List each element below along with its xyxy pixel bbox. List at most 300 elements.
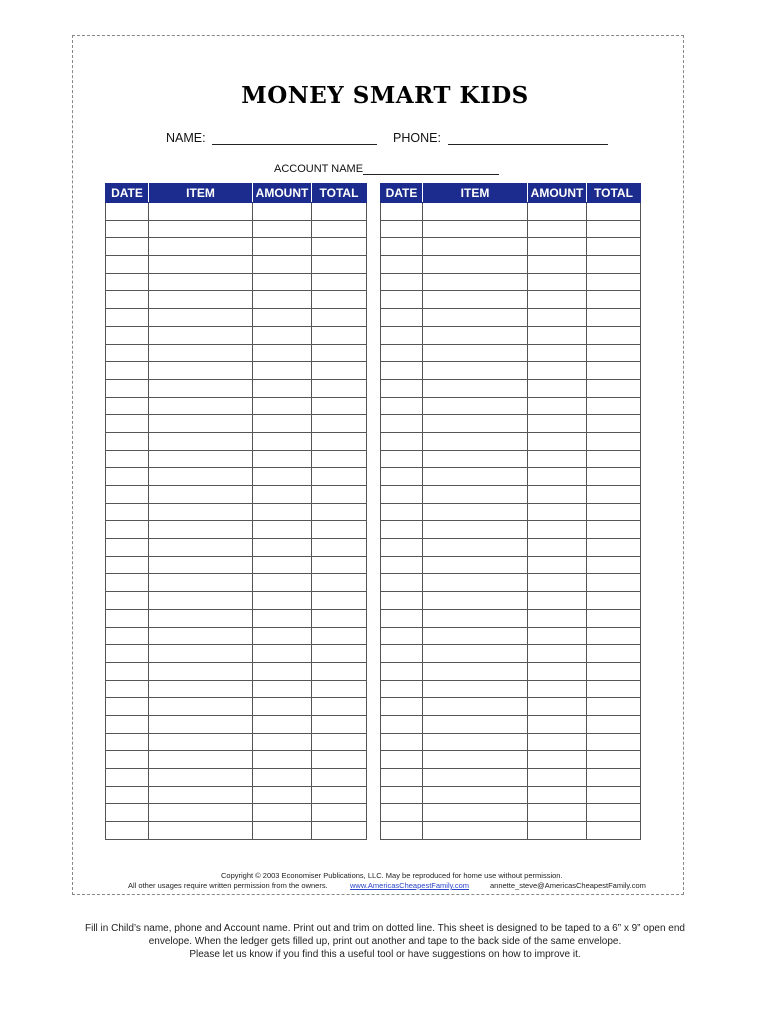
item-cell[interactable] (149, 450, 253, 468)
item-cell[interactable] (423, 698, 528, 716)
date-cell[interactable] (381, 592, 423, 610)
total-cell[interactable] (312, 769, 367, 787)
item-cell[interactable] (149, 680, 253, 698)
item-cell[interactable] (149, 521, 253, 539)
date-cell[interactable] (106, 397, 149, 415)
amount-cell[interactable] (528, 822, 587, 840)
amount-cell[interactable] (528, 344, 587, 362)
date-cell[interactable] (381, 309, 423, 327)
total-cell[interactable] (312, 521, 367, 539)
total-cell[interactable] (312, 822, 367, 840)
amount-cell[interactable] (253, 220, 312, 238)
date-cell[interactable] (381, 344, 423, 362)
total-cell[interactable] (587, 556, 641, 574)
total-cell[interactable] (587, 291, 641, 309)
item-cell[interactable] (423, 592, 528, 610)
date-cell[interactable] (381, 627, 423, 645)
website-link[interactable] (350, 881, 469, 890)
amount-cell[interactable] (253, 592, 312, 610)
instructions-line: envelope. When the ledger gets filled up, print out another and tape to the back side of the same envelope. (148, 936, 622, 947)
total-cell[interactable] (312, 291, 367, 309)
date-cell[interactable] (106, 715, 149, 733)
date-cell[interactable] (106, 238, 149, 256)
total-cell[interactable] (312, 715, 367, 733)
total-cell[interactable] (312, 627, 367, 645)
amount-cell[interactable] (528, 627, 587, 645)
item-cell[interactable] (149, 203, 253, 221)
item-cell[interactable] (149, 592, 253, 610)
amount-cell[interactable] (528, 698, 587, 716)
date-cell[interactable] (381, 769, 423, 787)
item-cell[interactable] (423, 556, 528, 574)
date-cell[interactable] (106, 592, 149, 610)
date-cell[interactable] (381, 662, 423, 680)
date-cell[interactable] (381, 273, 423, 291)
amount-cell[interactable] (253, 256, 312, 274)
amount-cell[interactable] (253, 503, 312, 521)
amount-cell[interactable] (253, 609, 312, 627)
item-cell[interactable] (149, 698, 253, 716)
amount-cell[interactable] (528, 715, 587, 733)
date-cell[interactable] (106, 362, 149, 380)
item-cell[interactable] (423, 415, 528, 433)
total-cell[interactable] (587, 486, 641, 504)
date-cell[interactable] (381, 220, 423, 238)
item-cell[interactable] (423, 397, 528, 415)
amount-cell[interactable] (253, 556, 312, 574)
date-cell[interactable] (106, 539, 149, 557)
date-cell[interactable] (106, 432, 149, 450)
item-cell[interactable] (423, 273, 528, 291)
date-cell[interactable] (106, 645, 149, 663)
amount-cell[interactable] (528, 397, 587, 415)
total-cell[interactable] (312, 415, 367, 433)
amount-cell[interactable] (253, 415, 312, 433)
date-cell[interactable] (381, 256, 423, 274)
total-cell[interactable] (587, 627, 641, 645)
item-cell[interactable] (423, 238, 528, 256)
item-cell[interactable] (423, 203, 528, 221)
item-cell[interactable] (423, 751, 528, 769)
total-cell[interactable] (312, 751, 367, 769)
total-cell[interactable] (587, 733, 641, 751)
amount-cell[interactable] (253, 698, 312, 716)
item-cell[interactable] (149, 326, 253, 344)
item-cell[interactable] (423, 574, 528, 592)
date-cell[interactable] (106, 698, 149, 716)
amount-cell[interactable] (253, 769, 312, 787)
amount-cell[interactable] (253, 645, 312, 663)
amount-cell[interactable] (253, 715, 312, 733)
amount-cell[interactable] (253, 733, 312, 751)
date-cell[interactable] (381, 556, 423, 574)
date-cell[interactable] (106, 609, 149, 627)
date-cell[interactable] (106, 450, 149, 468)
total-cell[interactable] (312, 273, 367, 291)
item-cell[interactable] (423, 680, 528, 698)
total-cell[interactable] (587, 273, 641, 291)
amount-cell[interactable] (528, 362, 587, 380)
date-cell[interactable] (381, 238, 423, 256)
ledger-row (381, 715, 641, 733)
amount-cell[interactable] (528, 273, 587, 291)
website-link-text[interactable]: www.AmericasCheapestFamily.com (350, 881, 470, 890)
total-cell[interactable] (587, 432, 641, 450)
amount-cell[interactable] (253, 397, 312, 415)
item-cell[interactable] (149, 379, 253, 397)
date-cell[interactable] (106, 291, 149, 309)
date-cell[interactable] (381, 362, 423, 380)
amount-cell[interactable] (528, 662, 587, 680)
total-cell[interactable] (587, 539, 641, 557)
total-cell[interactable] (312, 379, 367, 397)
item-cell[interactable] (423, 662, 528, 680)
amount-cell[interactable] (528, 468, 587, 486)
total-cell[interactable] (587, 786, 641, 804)
total-cell[interactable] (312, 362, 367, 380)
date-cell[interactable] (381, 203, 423, 221)
amount-cell[interactable] (253, 486, 312, 504)
date-cell[interactable] (381, 574, 423, 592)
ledger-row (106, 291, 367, 309)
total-cell[interactable] (587, 344, 641, 362)
date-cell[interactable] (106, 220, 149, 238)
date-cell[interactable] (106, 256, 149, 274)
total-cell[interactable] (587, 521, 641, 539)
date-cell[interactable] (106, 486, 149, 504)
amount-cell[interactable] (253, 521, 312, 539)
total-cell[interactable] (312, 733, 367, 751)
amount-cell[interactable] (528, 539, 587, 557)
total-cell[interactable] (587, 503, 641, 521)
date-cell[interactable] (106, 468, 149, 486)
total-cell[interactable] (587, 450, 641, 468)
date-cell[interactable] (381, 822, 423, 840)
total-cell[interactable] (587, 309, 641, 327)
item-cell[interactable] (149, 309, 253, 327)
total-cell[interactable] (587, 609, 641, 627)
total-cell[interactable] (587, 751, 641, 769)
item-cell[interactable] (423, 432, 528, 450)
item-cell[interactable] (423, 256, 528, 274)
amount-cell[interactable] (253, 432, 312, 450)
item-cell[interactable] (149, 539, 253, 557)
date-cell[interactable] (381, 698, 423, 716)
total-cell[interactable] (587, 362, 641, 380)
amount-cell[interactable] (528, 521, 587, 539)
total-cell[interactable] (587, 645, 641, 663)
date-cell[interactable] (381, 786, 423, 804)
item-cell[interactable] (149, 769, 253, 787)
total-cell[interactable] (312, 256, 367, 274)
total-cell[interactable] (312, 574, 367, 592)
amount-cell[interactable] (528, 769, 587, 787)
amount-cell[interactable] (253, 291, 312, 309)
date-cell[interactable] (106, 574, 149, 592)
amount-cell[interactable] (528, 592, 587, 610)
date-cell[interactable] (106, 556, 149, 574)
item-cell[interactable] (149, 273, 253, 291)
total-cell[interactable] (312, 804, 367, 822)
item-cell[interactable] (423, 645, 528, 663)
amount-cell[interactable] (253, 680, 312, 698)
date-cell[interactable] (381, 503, 423, 521)
date-cell[interactable] (381, 733, 423, 751)
amount-cell[interactable] (253, 539, 312, 557)
total-cell[interactable] (587, 238, 641, 256)
total-cell[interactable] (587, 822, 641, 840)
item-cell[interactable] (149, 238, 253, 256)
date-cell[interactable] (381, 379, 423, 397)
amount-cell[interactable] (528, 203, 587, 221)
date-cell[interactable] (106, 273, 149, 291)
date-cell[interactable] (381, 432, 423, 450)
total-cell[interactable] (312, 432, 367, 450)
item-cell[interactable] (423, 804, 528, 822)
total-cell[interactable] (312, 220, 367, 238)
item-cell[interactable] (149, 503, 253, 521)
date-cell[interactable] (106, 733, 149, 751)
item-cell[interactable] (149, 627, 253, 645)
amount-cell[interactable] (528, 751, 587, 769)
date-cell[interactable] (106, 503, 149, 521)
amount-cell[interactable] (253, 627, 312, 645)
date-cell[interactable] (381, 397, 423, 415)
date-cell[interactable] (106, 822, 149, 840)
item-cell[interactable] (149, 556, 253, 574)
total-cell[interactable] (312, 786, 367, 804)
ledger-row (106, 503, 367, 521)
total-cell[interactable] (312, 645, 367, 663)
item-cell[interactable] (423, 521, 528, 539)
item-cell[interactable] (149, 397, 253, 415)
instructions-line: Fill in Child’s name, phone and Account name. Print out and trim on dotted line. This sheet is designed to be taped to a 6” x 9” open end (84, 923, 685, 934)
total-cell[interactable] (587, 592, 641, 610)
item-cell[interactable] (149, 415, 253, 433)
total-cell[interactable] (312, 556, 367, 574)
total-cell[interactable] (312, 503, 367, 521)
item-cell[interactable] (423, 733, 528, 751)
amount-cell[interactable] (528, 256, 587, 274)
total-cell[interactable] (587, 326, 641, 344)
total-cell[interactable] (312, 486, 367, 504)
total-cell[interactable] (312, 309, 367, 327)
amount-cell[interactable] (528, 574, 587, 592)
amount-cell[interactable] (528, 326, 587, 344)
item-cell[interactable] (149, 574, 253, 592)
date-cell[interactable] (381, 450, 423, 468)
total-cell[interactable] (587, 256, 641, 274)
date-cell[interactable] (381, 486, 423, 504)
amount-cell[interactable] (253, 238, 312, 256)
total-cell[interactable] (312, 539, 367, 557)
amount-cell[interactable] (528, 486, 587, 504)
item-cell[interactable] (149, 468, 253, 486)
total-cell[interactable] (312, 326, 367, 344)
date-cell[interactable] (106, 521, 149, 539)
total-cell[interactable] (587, 397, 641, 415)
column-header-amount: AMOUNT (253, 184, 312, 203)
amount-cell[interactable] (528, 680, 587, 698)
date-cell[interactable] (381, 804, 423, 822)
item-cell[interactable] (423, 468, 528, 486)
total-cell[interactable] (312, 450, 367, 468)
total-cell[interactable] (587, 804, 641, 822)
date-cell[interactable] (106, 326, 149, 344)
item-cell[interactable] (149, 609, 253, 627)
item-cell[interactable] (149, 733, 253, 751)
amount-cell[interactable] (528, 609, 587, 627)
item-cell[interactable] (423, 326, 528, 344)
total-cell[interactable] (312, 344, 367, 362)
item-cell[interactable] (423, 486, 528, 504)
amount-cell[interactable] (528, 238, 587, 256)
total-cell[interactable] (312, 680, 367, 698)
date-cell[interactable] (106, 769, 149, 787)
item-cell[interactable] (149, 432, 253, 450)
total-cell[interactable] (587, 698, 641, 716)
amount-cell[interactable] (528, 309, 587, 327)
instructions-line: Please let us know if you find this a useful tool or have suggestions on how to improve it. (189, 949, 581, 960)
total-cell[interactable] (587, 379, 641, 397)
amount-cell[interactable] (253, 804, 312, 822)
total-cell[interactable] (587, 468, 641, 486)
date-cell[interactable] (381, 539, 423, 557)
date-cell[interactable] (106, 627, 149, 645)
amount-cell[interactable] (253, 662, 312, 680)
amount-cell[interactable] (253, 326, 312, 344)
item-cell[interactable] (423, 609, 528, 627)
total-cell[interactable] (312, 238, 367, 256)
amount-cell[interactable] (253, 822, 312, 840)
date-cell[interactable] (106, 786, 149, 804)
amount-cell[interactable] (528, 733, 587, 751)
item-cell[interactable] (423, 715, 528, 733)
date-cell[interactable] (381, 291, 423, 309)
date-cell[interactable] (106, 751, 149, 769)
item-cell[interactable] (149, 256, 253, 274)
amount-cell[interactable] (528, 291, 587, 309)
amount-cell[interactable] (528, 220, 587, 238)
item-cell[interactable] (149, 662, 253, 680)
amount-cell[interactable] (528, 786, 587, 804)
date-cell[interactable] (106, 379, 149, 397)
date-cell[interactable] (106, 309, 149, 327)
amount-cell[interactable] (528, 379, 587, 397)
amount-cell[interactable] (253, 362, 312, 380)
amount-cell[interactable] (528, 804, 587, 822)
item-cell[interactable] (149, 362, 253, 380)
date-cell[interactable] (381, 609, 423, 627)
item-cell[interactable] (423, 503, 528, 521)
amount-cell[interactable] (253, 574, 312, 592)
item-cell[interactable] (149, 291, 253, 309)
item-cell[interactable] (149, 822, 253, 840)
amount-cell[interactable] (528, 503, 587, 521)
item-cell[interactable] (149, 486, 253, 504)
total-cell[interactable] (312, 203, 367, 221)
date-cell[interactable] (106, 662, 149, 680)
item-cell[interactable] (149, 715, 253, 733)
item-cell[interactable] (423, 539, 528, 557)
total-cell[interactable] (587, 220, 641, 238)
account-input-line[interactable] (363, 162, 499, 175)
item-cell[interactable] (423, 769, 528, 787)
date-cell[interactable] (381, 468, 423, 486)
date-cell[interactable] (381, 751, 423, 769)
date-cell[interactable] (381, 645, 423, 663)
item-cell[interactable] (423, 627, 528, 645)
date-cell[interactable] (106, 680, 149, 698)
total-cell[interactable] (312, 609, 367, 627)
date-cell[interactable] (381, 521, 423, 539)
item-cell[interactable] (149, 220, 253, 238)
total-cell[interactable] (587, 574, 641, 592)
amount-cell[interactable] (253, 786, 312, 804)
item-cell[interactable] (423, 291, 528, 309)
amount-cell[interactable] (253, 344, 312, 362)
name-input-line[interactable] (212, 131, 377, 145)
item-cell[interactable] (423, 362, 528, 380)
date-cell[interactable] (381, 715, 423, 733)
total-cell[interactable] (587, 415, 641, 433)
date-cell[interactable] (106, 804, 149, 822)
amount-cell[interactable] (528, 556, 587, 574)
amount-cell[interactable] (253, 273, 312, 291)
amount-cell[interactable] (528, 432, 587, 450)
amount-cell[interactable] (253, 450, 312, 468)
amount-cell[interactable] (253, 379, 312, 397)
amount-cell[interactable] (253, 309, 312, 327)
amount-cell[interactable] (253, 468, 312, 486)
date-cell[interactable] (381, 680, 423, 698)
total-cell[interactable] (587, 662, 641, 680)
amount-cell[interactable] (253, 203, 312, 221)
total-cell[interactable] (587, 769, 641, 787)
amount-cell[interactable] (528, 645, 587, 663)
date-cell[interactable] (381, 415, 423, 433)
item-cell[interactable] (149, 804, 253, 822)
total-cell[interactable] (312, 698, 367, 716)
amount-cell[interactable] (253, 751, 312, 769)
item-cell[interactable] (149, 344, 253, 362)
item-cell[interactable] (423, 822, 528, 840)
total-cell[interactable] (312, 592, 367, 610)
item-cell[interactable] (423, 220, 528, 238)
date-cell[interactable] (106, 203, 149, 221)
item-cell[interactable] (423, 379, 528, 397)
date-cell[interactable] (106, 344, 149, 362)
item-cell[interactable] (149, 786, 253, 804)
item-cell[interactable] (423, 309, 528, 327)
date-cell[interactable] (381, 326, 423, 344)
item-cell[interactable] (423, 450, 528, 468)
total-cell[interactable] (312, 662, 367, 680)
total-cell[interactable] (587, 715, 641, 733)
phone-input-line[interactable] (448, 131, 608, 145)
amount-cell[interactable] (528, 450, 587, 468)
amount-cell[interactable] (528, 415, 587, 433)
item-cell[interactable] (423, 786, 528, 804)
date-cell[interactable] (106, 415, 149, 433)
item-cell[interactable] (149, 751, 253, 769)
item-cell[interactable] (423, 344, 528, 362)
item-cell[interactable] (149, 645, 253, 663)
total-cell[interactable] (312, 397, 367, 415)
total-cell[interactable] (587, 203, 641, 221)
total-cell[interactable] (587, 680, 641, 698)
total-cell[interactable] (312, 468, 367, 486)
